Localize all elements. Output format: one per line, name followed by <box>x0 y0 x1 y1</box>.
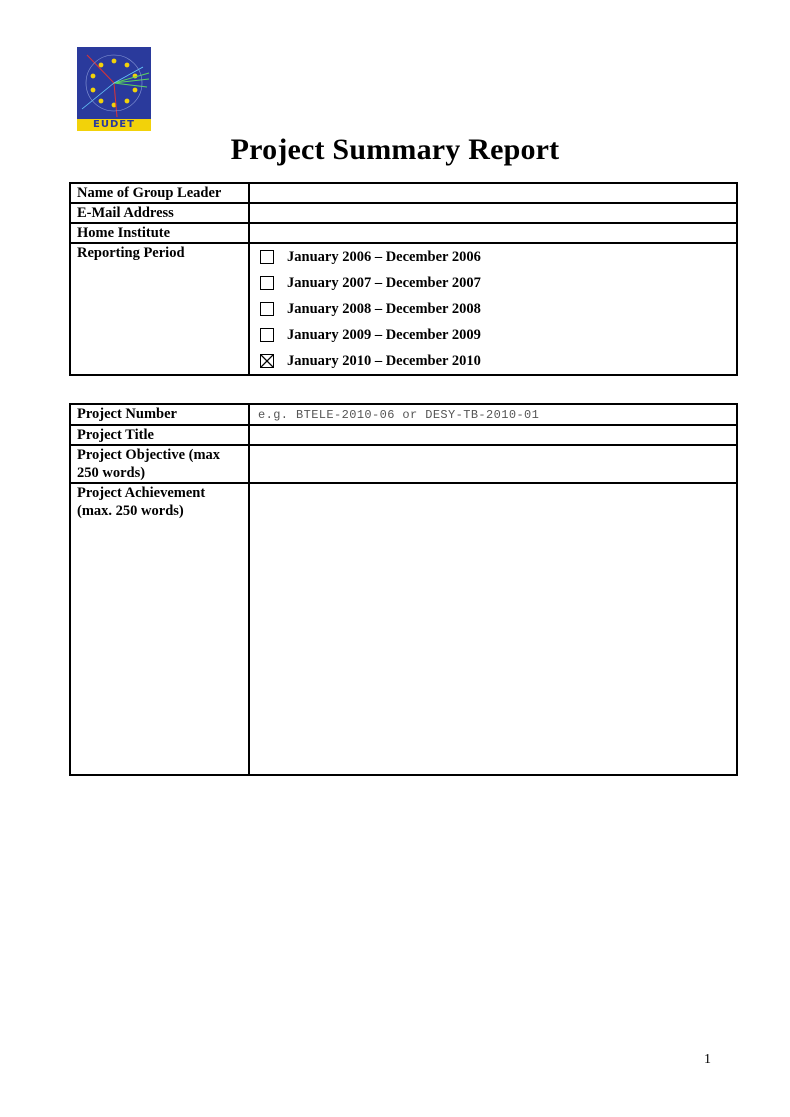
project-title-field[interactable] <box>249 425 737 445</box>
period-option-2006[interactable] <box>260 244 730 270</box>
period-label: Reporting Period <box>70 243 249 375</box>
period-label-2010: January 2010 – December 2010 <box>287 353 481 369</box>
period-option-2007[interactable] <box>260 270 730 296</box>
contact-table <box>69 182 738 376</box>
page-title: Project Summary Report <box>230 133 560 166</box>
eudet-logo <box>77 47 151 131</box>
checkbox-2009[interactable] <box>260 328 274 342</box>
checkbox-2010[interactable] <box>260 354 274 368</box>
project-number-row <box>70 404 737 425</box>
period-label-2006: January 2006 – December 2006 <box>287 249 481 265</box>
period-option-2010[interactable] <box>260 348 730 374</box>
project-achievement-row <box>70 483 737 775</box>
institute-label: Home Institute <box>70 223 249 243</box>
period-list <box>260 244 730 374</box>
project-title-row <box>70 425 737 445</box>
period-label-2008: January 2008 – December 2008 <box>287 301 481 317</box>
period-label-2007: January 2007 – December 2007 <box>287 275 481 291</box>
group-leader-field[interactable] <box>249 183 737 203</box>
check-x-icon <box>261 355 273 367</box>
project-objective-label: Project Objective (max 250 words) <box>70 445 249 483</box>
project-number-field[interactable] <box>249 404 737 425</box>
period-option-2009[interactable] <box>260 322 730 348</box>
email-row <box>70 203 737 223</box>
project-title-label: Project Title <box>70 425 249 445</box>
logo-text: EUDET <box>93 119 135 130</box>
institute-row <box>70 223 737 243</box>
project-number-placeholder: e.g. BTELE-2010-06 or DESY-TB-2010-01 <box>258 408 540 422</box>
project-achievement-field[interactable] <box>249 483 737 775</box>
page-number: 1 <box>704 1052 711 1067</box>
project-objective-field[interactable] <box>249 445 737 483</box>
institute-field[interactable] <box>249 223 737 243</box>
checkbox-2007[interactable] <box>260 276 274 290</box>
email-label: E-Mail Address <box>70 203 249 223</box>
period-label-2009: January 2009 – December 2009 <box>287 327 481 343</box>
project-achievement-label: Project Achievement (max. 250 words) <box>70 483 249 775</box>
period-options <box>249 243 737 375</box>
checkbox-2006[interactable] <box>260 250 274 264</box>
group-leader-label: Name of Group Leader <box>70 183 249 203</box>
period-row <box>70 243 737 375</box>
project-number-label: Project Number <box>70 404 249 425</box>
project-table <box>69 403 738 776</box>
project-objective-row <box>70 445 737 483</box>
group-leader-row <box>70 183 737 203</box>
checkbox-2008[interactable] <box>260 302 274 316</box>
email-field[interactable] <box>249 203 737 223</box>
period-option-2008[interactable] <box>260 296 730 322</box>
